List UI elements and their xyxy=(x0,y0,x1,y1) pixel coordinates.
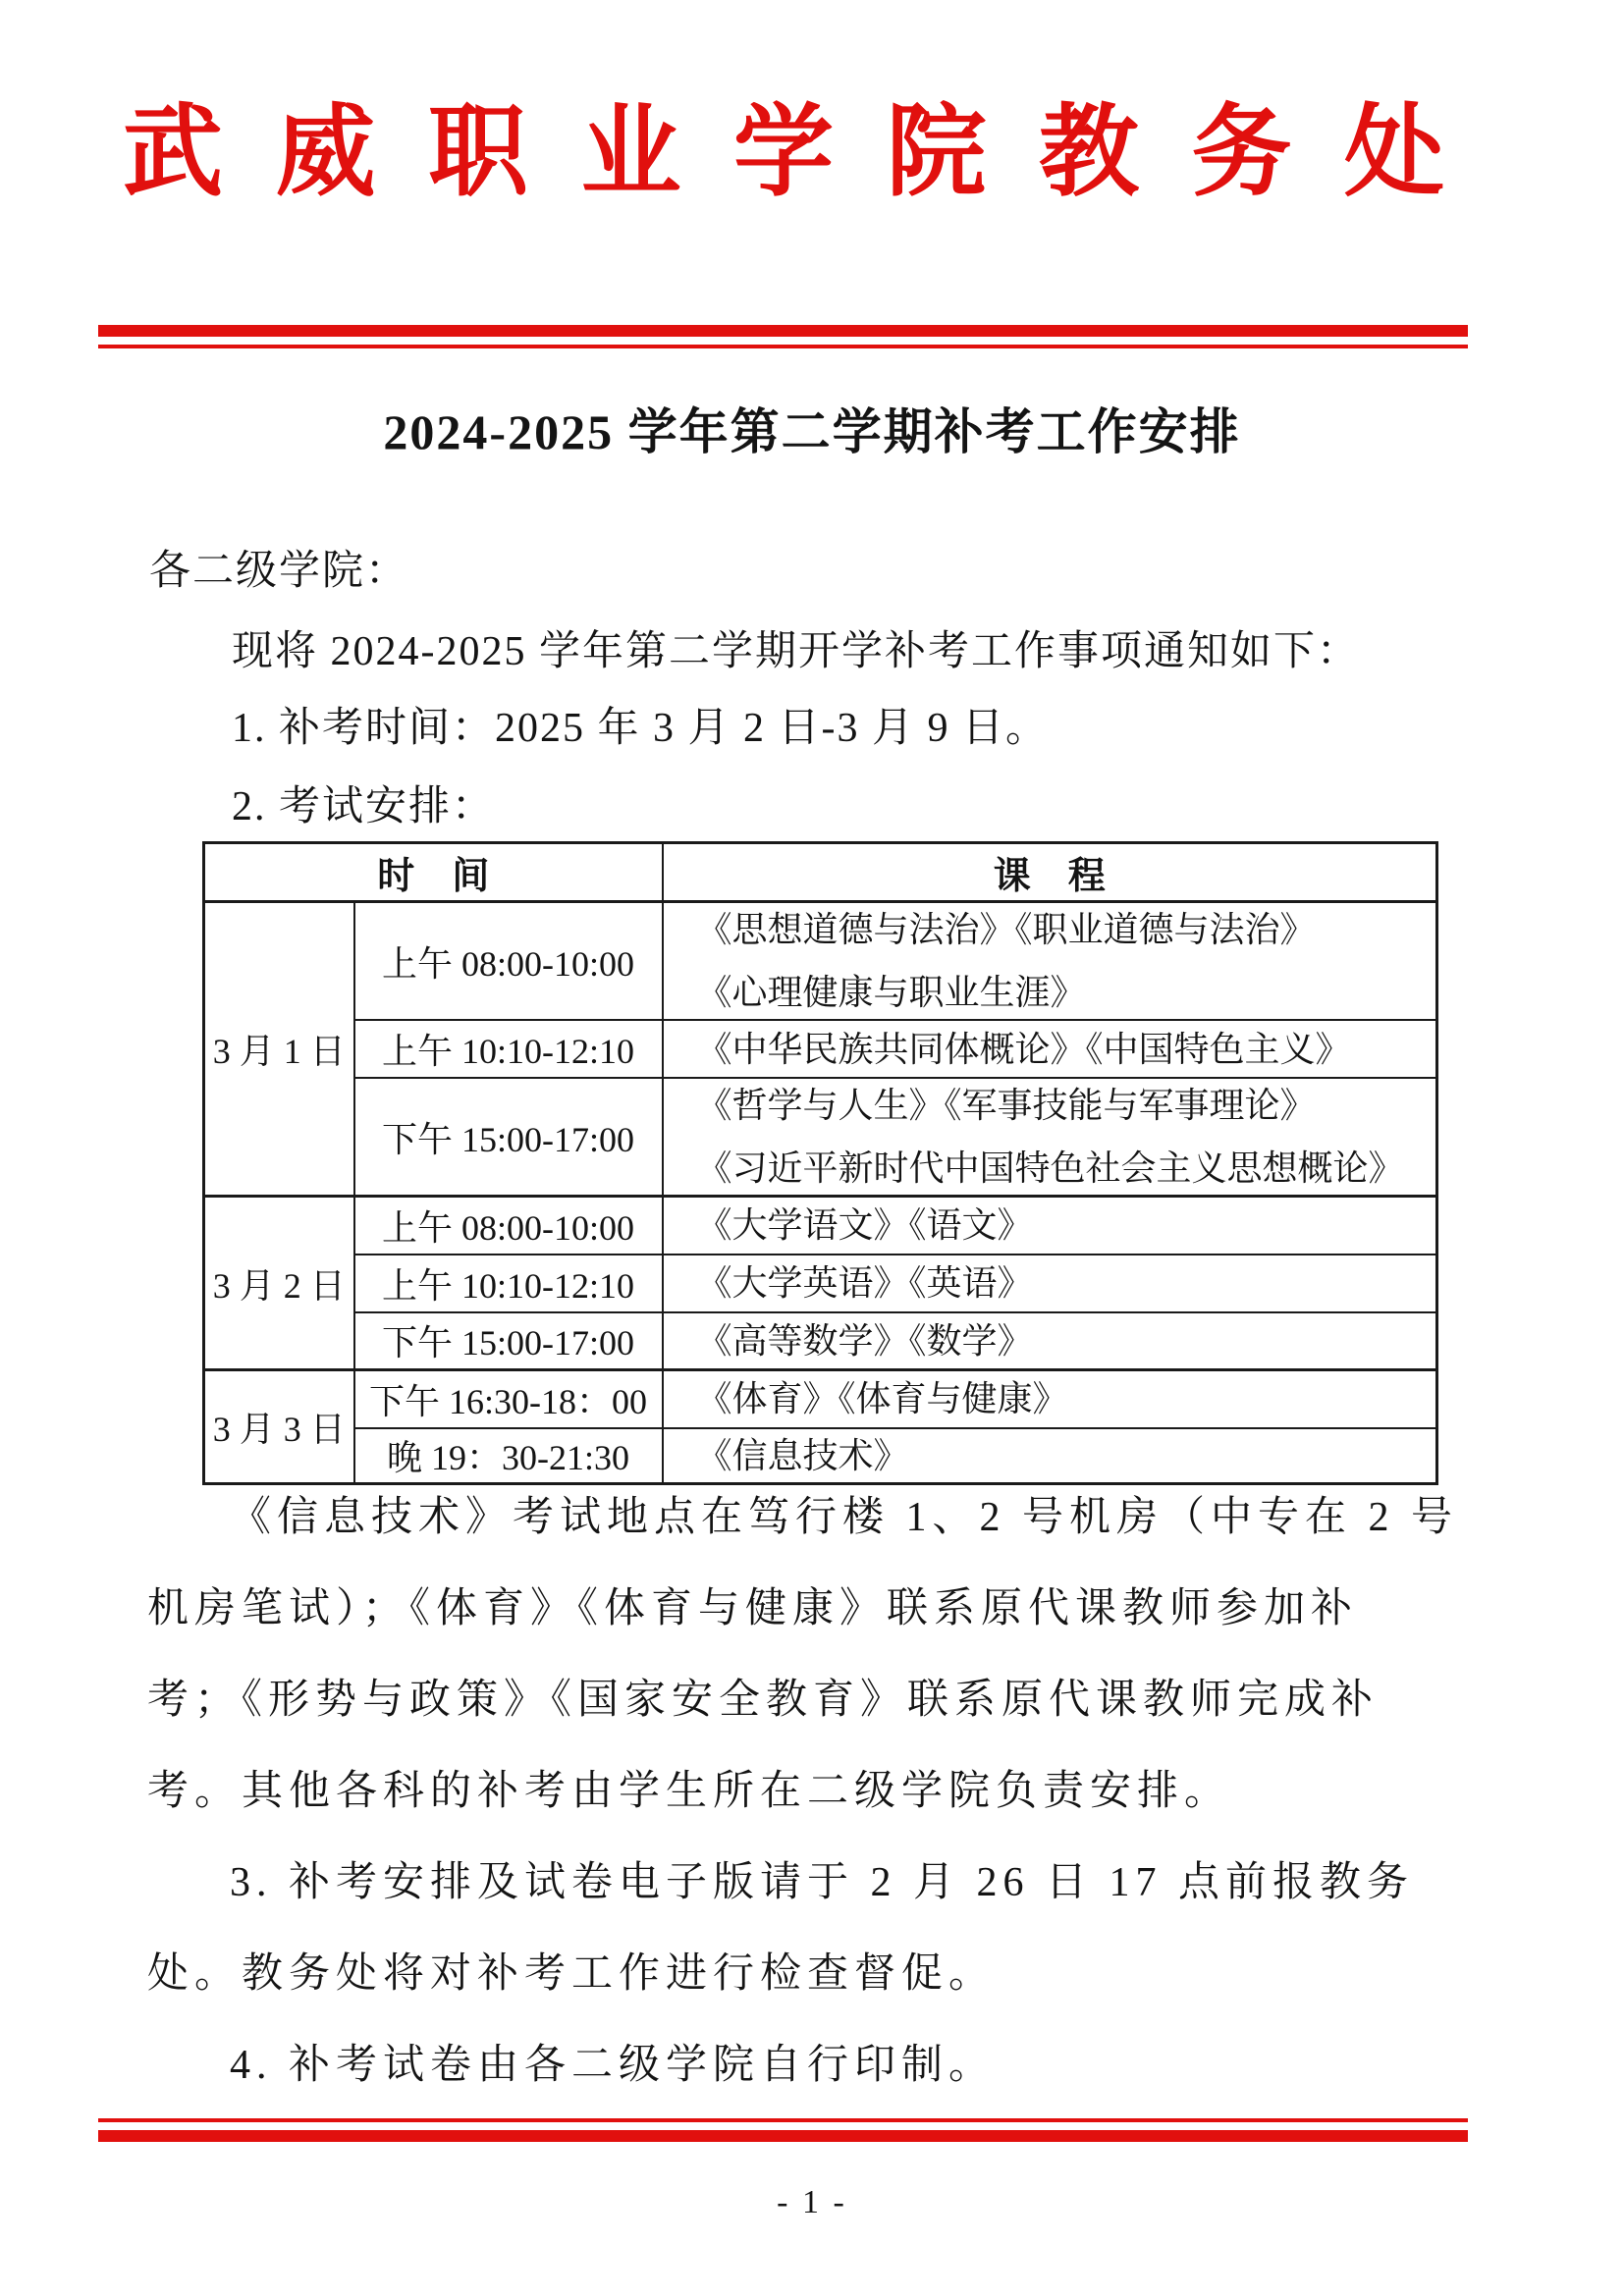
course-cell xyxy=(663,1020,1437,1078)
salutation-line: 各二级学院： xyxy=(149,549,409,594)
course-line: 《思想道德与法治》《职业道德与法治》 xyxy=(696,910,1316,949)
footer-rule-thin xyxy=(98,2118,1468,2122)
course-cell xyxy=(663,902,1437,1021)
course-line: 《大学语文》《语文》 xyxy=(696,1205,1033,1246)
course-cell xyxy=(663,1370,1437,1428)
column-header-course: 课 程 xyxy=(663,843,1437,902)
table-row xyxy=(204,1370,1437,1428)
table-row xyxy=(204,1312,1437,1370)
list-item-exam-schedule: 2. 考试安排： xyxy=(232,784,496,829)
table-row xyxy=(204,1255,1437,1312)
table-row xyxy=(204,1078,1437,1197)
note-line: 机房笔试）；《体育》《体育与健康》联系原代课教师参加补 xyxy=(147,1586,1359,1631)
course-line: 《哲学与人生》《军事技能与军事理论》 xyxy=(696,1086,1316,1125)
masthead-rule-thin xyxy=(98,345,1468,348)
time-cell: 下午 15:00-17:00 xyxy=(354,1312,663,1370)
list-item-exam-time: 1. 补考时间：2025 年 3 月 2 日-3 月 9 日。 xyxy=(232,706,1049,751)
course-line: 《信息技术》 xyxy=(696,1435,909,1475)
course-cell xyxy=(663,1197,1437,1255)
masthead-rule-thick xyxy=(98,325,1468,337)
table-header-row xyxy=(204,843,1437,902)
exam-schedule-table xyxy=(202,841,1438,1485)
page-number: - 1 - xyxy=(777,2184,847,2220)
course-line: 《大学英语》《英语》 xyxy=(696,1263,1033,1303)
time-cell: 下午 16:30-18：00 xyxy=(354,1370,663,1428)
course-line: 《高等数学》《数学》 xyxy=(696,1320,1033,1361)
date-cell: 3 月 3 日 xyxy=(204,1370,354,1484)
date-cell: 3 月 2 日 xyxy=(204,1197,354,1370)
time-cell: 上午 08:00-10:00 xyxy=(354,1197,663,1255)
masthead-org-title: 武威职业学院教务处 xyxy=(123,98,1444,209)
time-cell: 下午 15:00-17:00 xyxy=(354,1078,663,1197)
column-header-time: 时 间 xyxy=(204,843,663,902)
exam-schedule-table-wrap xyxy=(202,841,1438,1485)
table-row xyxy=(204,1020,1437,1078)
table-row xyxy=(204,1197,1437,1255)
course-line: 《习近平新时代中国特色社会主义思想概论》 xyxy=(696,1148,1404,1188)
notes-paragraphs xyxy=(147,1472,1502,2111)
document-title: 2024-2025 学年第二学期补考工作安排 xyxy=(383,404,1241,459)
intro-line: 现将 2024-2025 学年第二学期开学补考工作事项通知如下： xyxy=(232,629,1360,674)
note-line: 考。其他各科的补考由学生所在二级学院负责安排。 xyxy=(147,1769,1232,1814)
course-cell xyxy=(663,1255,1437,1312)
time-cell: 上午 10:10-12:10 xyxy=(354,1255,663,1312)
course-cell xyxy=(663,1078,1437,1197)
note-line: 考；《形势与政策》《国家安全教育》联系原代课教师完成补 xyxy=(147,1678,1380,1723)
note-line: 处。教务处将对补考工作进行检查督促。 xyxy=(147,1951,997,1997)
course-line: 《中华民族共同体概论》《中国特色主义》 xyxy=(696,1029,1351,1069)
date-cell: 3 月 1 日 xyxy=(204,902,354,1197)
time-cell: 上午 10:10-12:10 xyxy=(354,1020,663,1078)
footer-rule-thick xyxy=(98,2130,1468,2142)
course-cell xyxy=(663,1312,1437,1370)
note-line-item4: 4. 补考试卷由各二级学院自行印制。 xyxy=(230,2043,997,2088)
time-cell: 晚 19：30-21:30 xyxy=(354,1428,663,1484)
note-line: 《信息技术》考试地点在笃行楼 1、2 号机房（中专在 2 号 xyxy=(230,1495,1459,1540)
course-line: 《体育》《体育与健康》 xyxy=(696,1379,1068,1419)
time-cell: 上午 08:00-10:00 xyxy=(354,902,663,1021)
table-row xyxy=(204,902,1437,1021)
course-line: 《心理健康与职业生涯》 xyxy=(696,973,1086,1012)
note-line-item3: 3. 补考安排及试卷电子版请于 2 月 26 日 17 点前报教务 xyxy=(230,1860,1415,1905)
